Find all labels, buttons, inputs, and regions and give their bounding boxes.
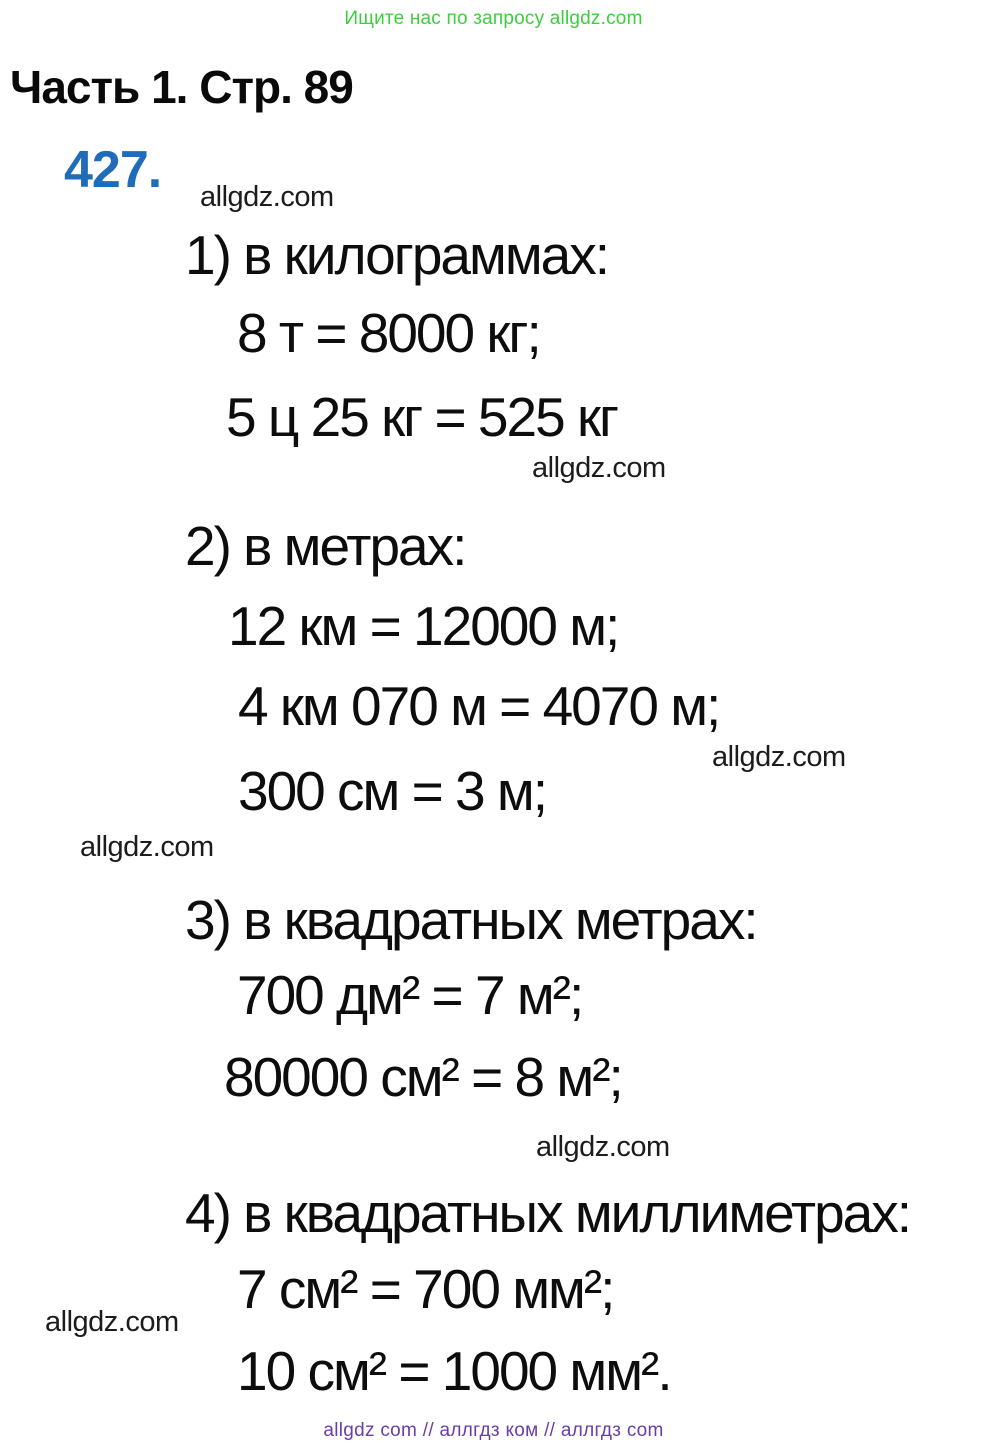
section-3-line-2: 80000 см² = 8 м²;	[224, 1046, 622, 1108]
section-4-line-1: 7 см² = 700 мм²;	[237, 1258, 614, 1320]
section-2-line-3: 300 см = 3 м;	[238, 760, 547, 822]
watermark-allgdz-1: allgdz.com	[200, 181, 334, 213]
site-search-banner: Ищите нас по запросу allgdz.com	[344, 8, 643, 29]
page-title: Часть 1. Стр. 89	[10, 61, 353, 113]
footer-domains: allgdz com // аллгдз ком // аллгдз com	[323, 1420, 664, 1441]
section-1-heading: 1) в килограммах:	[185, 224, 608, 286]
section-3-line-1: 700 дм² = 7 м²;	[237, 964, 583, 1026]
section-2-line-2: 4 км 070 м = 4070 м;	[238, 675, 720, 737]
watermark-allgdz-4: allgdz.com	[80, 831, 214, 863]
problem-number: 427.	[64, 141, 162, 199]
section-1-line-2: 5 ц 25 кг = 525 кг	[226, 386, 618, 448]
watermark-allgdz-3: allgdz.com	[712, 741, 846, 773]
section-4-heading: 4) в квадратных миллиметрах:	[185, 1182, 911, 1244]
section-4-line-2: 10 см² = 1000 мм².	[237, 1340, 671, 1402]
section-3-heading: 3) в квадратных метрах:	[185, 889, 757, 951]
watermark-allgdz-5: allgdz.com	[536, 1131, 670, 1163]
section-2-heading: 2) в метрах:	[185, 515, 466, 577]
watermark-allgdz-2: allgdz.com	[532, 452, 666, 484]
watermark-allgdz-6: allgdz.com	[45, 1306, 179, 1338]
section-1-line-1: 8 т = 8000 кг;	[237, 302, 540, 364]
section-2-line-1: 12 км = 12000 м;	[228, 595, 619, 657]
